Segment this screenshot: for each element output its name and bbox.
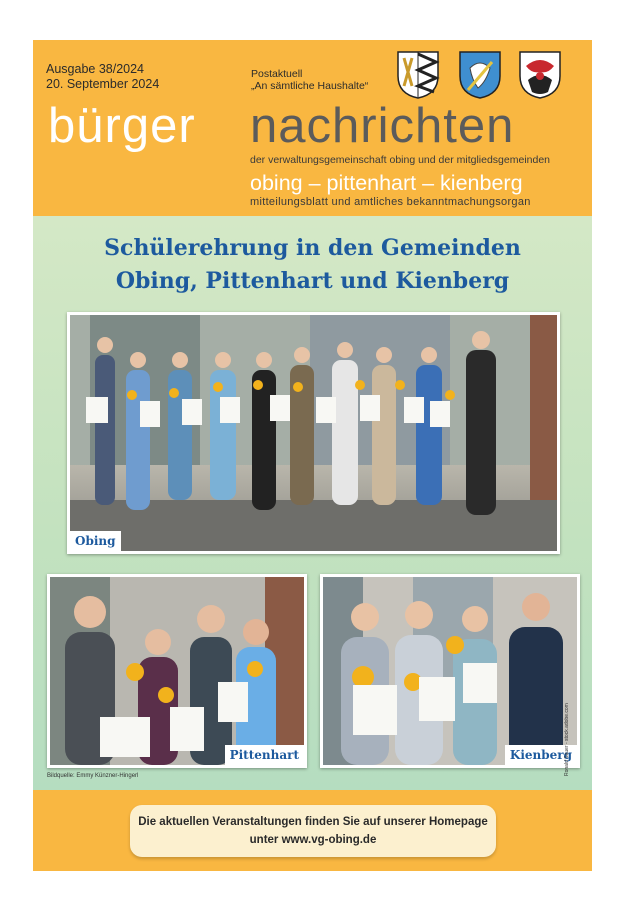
newsletter-cover	[33, 40, 592, 871]
caption-pittenhart: Pittenhart	[225, 745, 304, 765]
title-buerger: bürger	[48, 99, 196, 153]
issue-date: 20. September 2024	[46, 77, 160, 91]
postal-line-2: „An sämtliche Haushalte“	[251, 80, 369, 92]
caption-kienberg: Kienberg	[505, 745, 577, 765]
issue-number: Ausgabe 38/2024	[46, 62, 145, 76]
feature-section	[33, 216, 592, 790]
photo-pittenhart	[47, 574, 307, 768]
stock-credit: Ronald Sauer - stock.adobe.com	[564, 703, 570, 776]
photo-obing	[67, 312, 560, 554]
obing-crest-icon	[396, 50, 440, 100]
pittenhart-crest-icon	[458, 50, 502, 100]
headline-line-2: Obing, Pittenhart und Kienberg	[115, 268, 510, 294]
masthead	[33, 40, 592, 216]
organ-line: mitteilungsblatt und amtliches bekanntmachungsorgan	[250, 196, 531, 208]
feature-headline	[33, 232, 592, 298]
headline-line-1: Schülerehrung in den Gemeinden	[104, 235, 521, 261]
subtitle: der verwaltungsgemeinschaft obing und der mitgliedsgemeinden	[250, 154, 551, 166]
kienberg-crest-icon	[518, 50, 562, 100]
notice-line-2[interactable]: unter www.vg-obing.de	[249, 834, 377, 846]
photo-pittenhart-illustration	[50, 577, 304, 765]
caption-obing: Obing	[70, 531, 121, 551]
municipalities: obing – pittenhart – kienberg	[250, 171, 523, 195]
photo-kienberg	[320, 574, 580, 768]
title-nachrichten: nachrichten	[250, 99, 515, 153]
photo-kienberg-illustration	[323, 577, 577, 765]
postal-line-1: Postaktuell	[251, 68, 303, 80]
issue-info	[46, 62, 159, 92]
photo-credit: Bildquelle: Emmy Künzner-Hingerl	[47, 773, 139, 779]
postal-note	[251, 68, 368, 92]
homepage-notice	[130, 805, 496, 857]
notice-line-1: Die aktuellen Veranstaltungen finden Sie auf unserer Homepage	[138, 816, 488, 828]
photo-obing-illustration	[70, 315, 557, 551]
crests-group	[396, 50, 564, 100]
